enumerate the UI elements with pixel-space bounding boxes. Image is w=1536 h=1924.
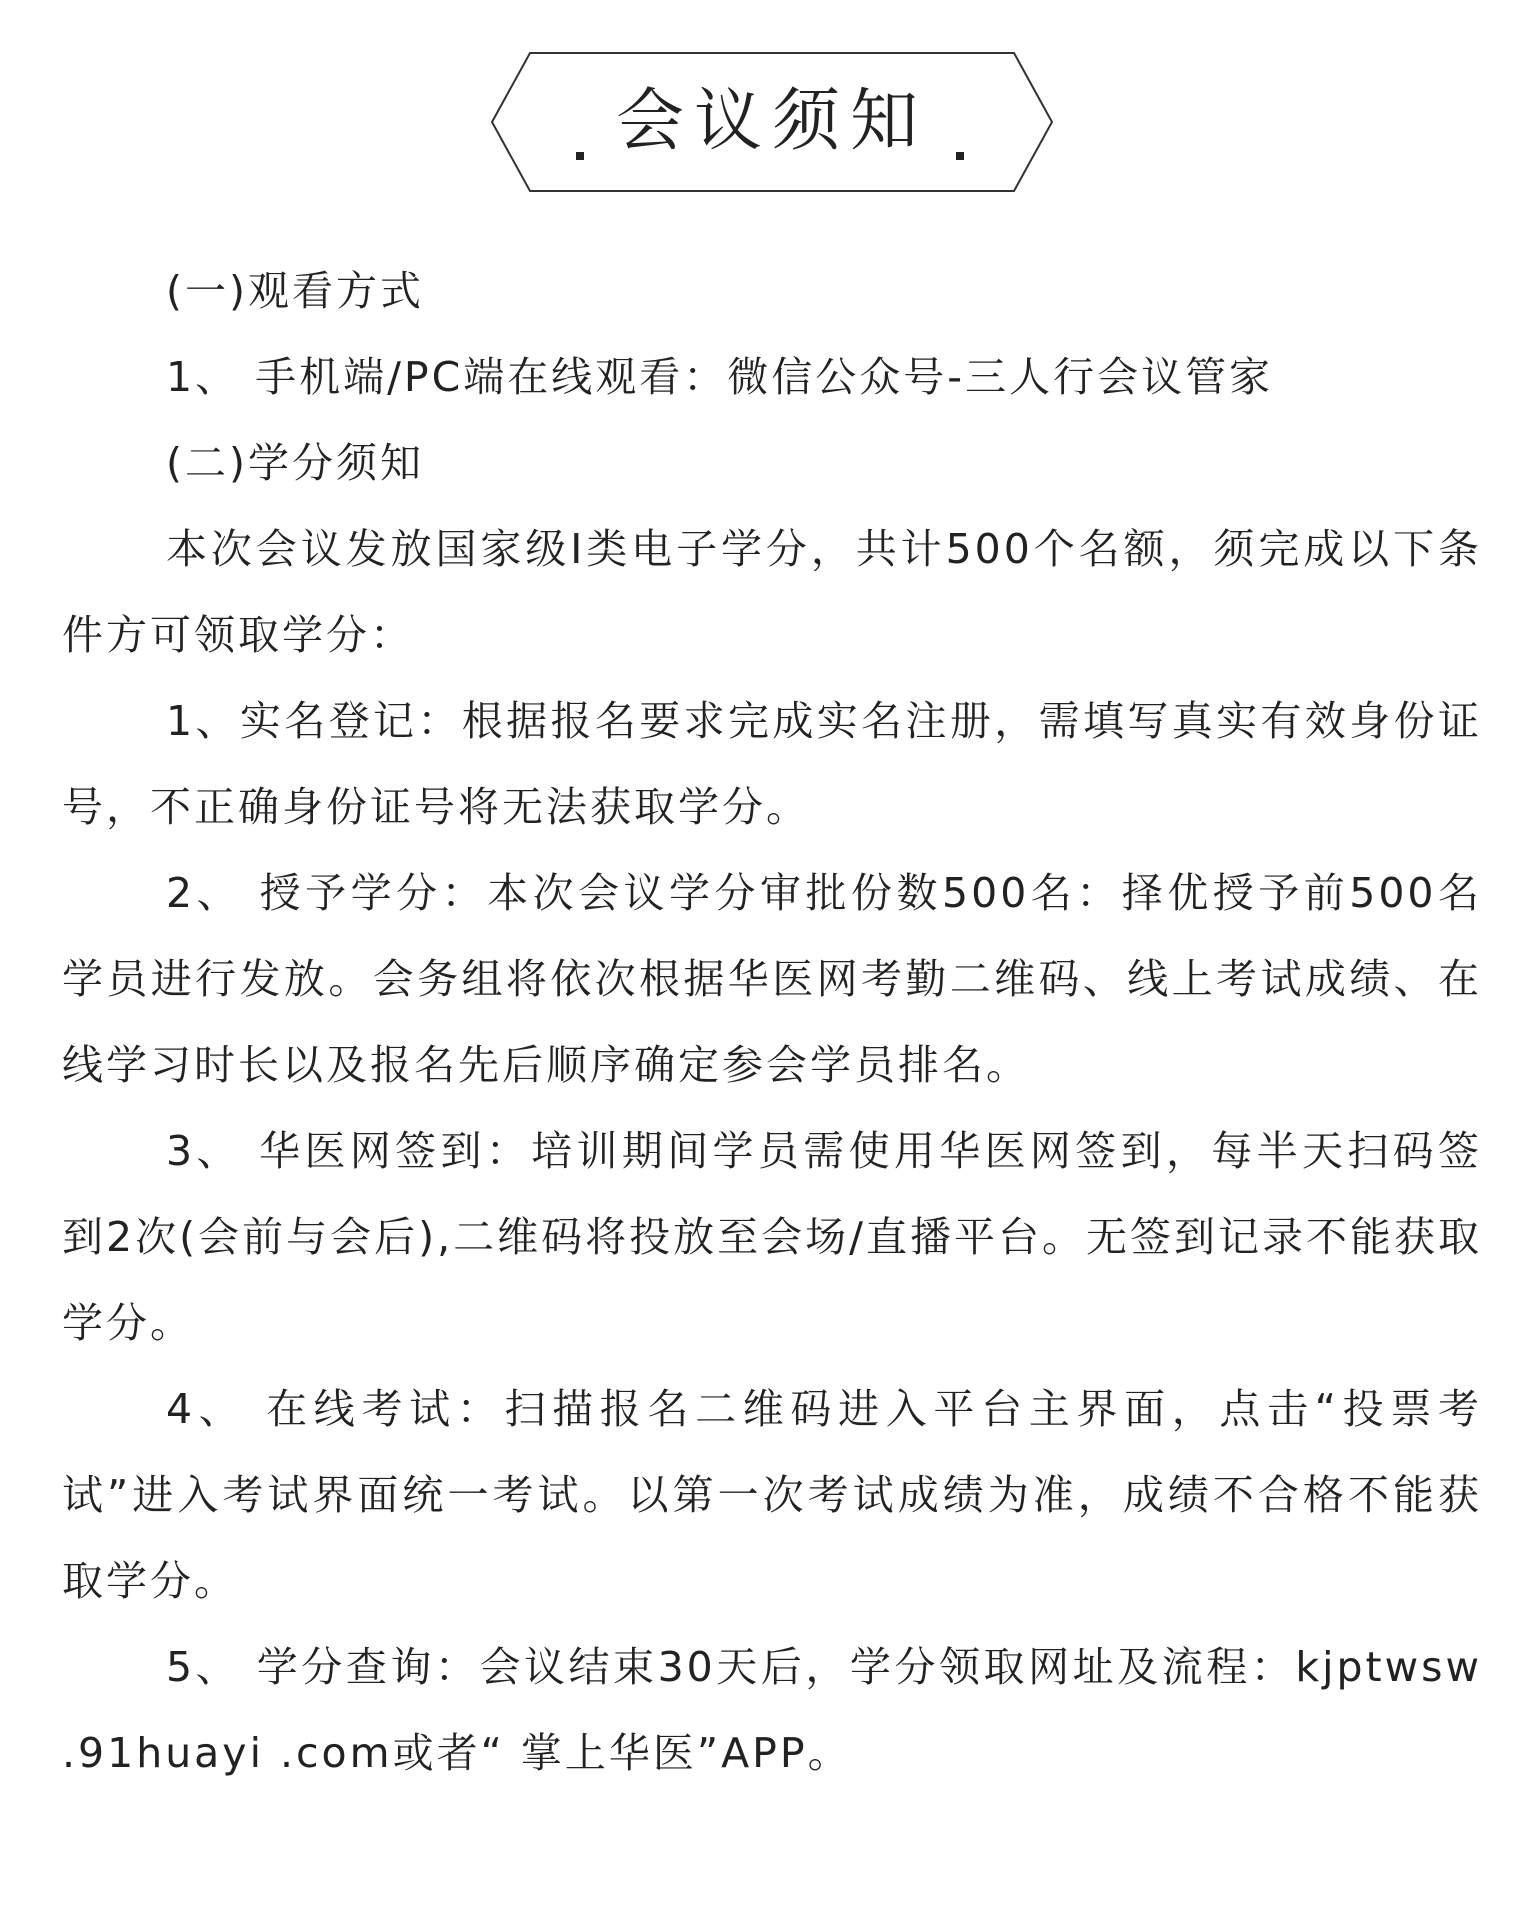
list-item: 1、 手机端/PC端在线观看：微信公众号-三人行会议管家: [166, 353, 1274, 401]
paragraph-credits-intro: 本次会议发放国家级I类电子学分，共计500个名额，须完成以下条件方可领取学分：: [62, 525, 1482, 659]
title-dot-right: [956, 152, 964, 160]
page-title: 会议须知: [615, 82, 928, 161]
list-item: 5、 学分查询：会议结束30天后，学分领取网址及流程：kjptwsw .91huayi .com或者“ 掌上华医”APP。: [62, 1643, 1482, 1777]
list-item: 2、 授予学分：本次会议学分审批份数500名：择优授予前500名学员进行发放。会务组将依次根据华医网考勤二维码、线上考试成绩、在线学习时长以及报名先后顺序确定参会学员排名。: [62, 869, 1482, 1089]
section-heading-viewing: (一)观看方式: [166, 267, 424, 315]
notice-content: [62, 248, 1482, 1796]
title-banner: [490, 52, 1054, 192]
list-item: 1、实名登记：根据报名要求完成实名注册，需填写真实有效身份证号，不正确身份证号将无法获取学分。: [62, 697, 1482, 831]
list-item: 4、 在线考试：扫描报名二维码进入平台主界面，点击“投票考试”进入考试界面统一考试。以第一次考试成绩为准，成绩不合格不能获取学分。: [62, 1385, 1482, 1605]
section-heading-credits: (二)学分须知: [166, 439, 424, 487]
list-item: 3、 华医网签到：培训期间学员需使用华医网签到，每半天扫码签到2次(会前与会后),二维码将投放至会场/直播平台。无签到记录不能获取学分。: [62, 1127, 1482, 1347]
